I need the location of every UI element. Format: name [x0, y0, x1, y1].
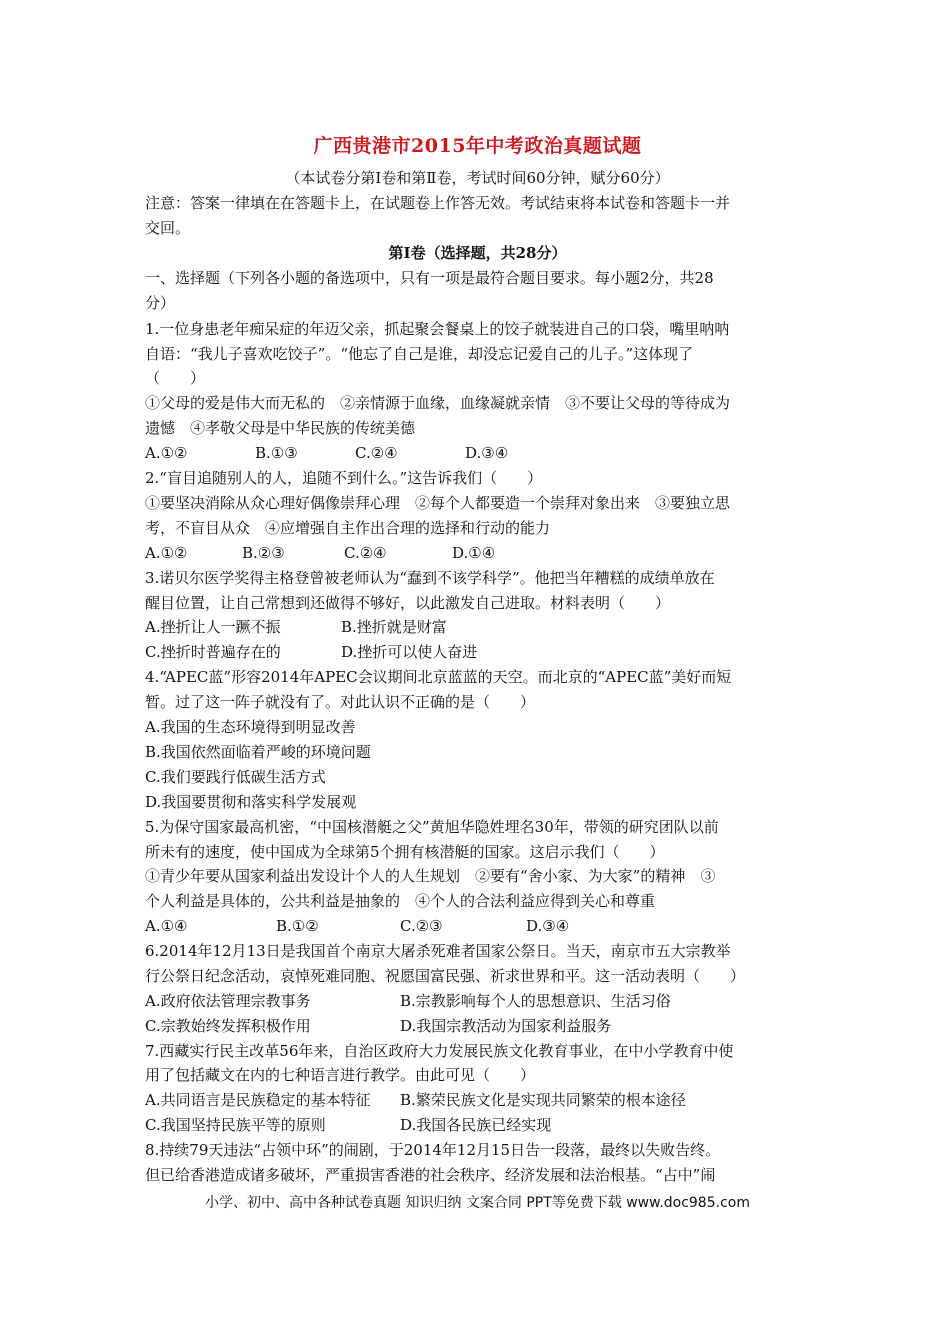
q6-option-d: D.我国宗教活动为国家利益服务: [400, 1017, 612, 1035]
q7-option-a: A.共同语言是民族稳定的基本特征: [145, 1091, 371, 1109]
q1-stem-3: （ ）: [145, 369, 206, 387]
q8-stem-1: 8.持续79天违法“占领中环”的闹剧，于2014年12月15日告一段落，最终以失败告终。: [145, 1141, 721, 1159]
q4-option-a: A.我国的生态环境得到明显改善: [145, 718, 356, 736]
q5-option-c: C.②③: [400, 917, 443, 935]
q2-option-c: C.②④: [344, 544, 387, 562]
q7-option-d: D.我国各民族已经实现: [400, 1116, 552, 1134]
q5-stem-2: 所未有的速度，使中国成为全球第5个拥有核潜艇的国家。这启示我们（ ）: [145, 843, 665, 861]
q3-stem-2: 醒目位置，让自己常想到还做得不够好，以此激发自己进取。材料表明（ ）: [145, 594, 671, 612]
page-title: 广西贵港市2015年中考政治真题试题: [313, 135, 642, 157]
q1-stem-1: 1.一位身患老年痴呆症的年迈父亲，抓起聚会餐桌上的饺子就装进自己的口袋，嘴里呐呐: [145, 320, 730, 338]
q7-stem-1: 7.西藏实行民主改革56年来，自治区政府大力发展民族文化教育事业，在中小学教育中使: [145, 1042, 734, 1060]
q2-items-1: ①要坚决消除从众心理好偶像崇拜心理 ②每个人都要造一个崇拜对象出来 ③要独立思: [145, 494, 731, 512]
q6-options-row-1: [145, 989, 810, 1013]
q2-stem: 2.“盲目追随别人的人，追随不到什么。”这告诉我们（ ）: [145, 469, 543, 487]
q6-options-row-2: [145, 1014, 810, 1038]
q5-option-d: D.③④: [526, 917, 570, 935]
section-title: 第Ⅰ卷（选择题，共28分）: [388, 244, 567, 262]
q7-stem-2: 用了包括藏文在内的七种语言进行教学。由此可见（ ）: [145, 1066, 536, 1084]
q3-options-row-1: [145, 615, 810, 639]
q6-option-c: C.宗教始终发挥积极作用: [145, 1017, 311, 1035]
footer-ad: 小学、初中、高中各种试卷真题 知识归纳 文案合同 PPT等免费下载 www.doc985.com: [205, 1195, 750, 1211]
q6-stem-2: 行公祭日纪念活动，哀悼死难同胞、祝愿国富民强、祈求世界和平。这一活动表明（ ）: [145, 967, 746, 985]
q4-option-b: B.我国依然面临着严峻的环境问题: [145, 743, 371, 761]
q6-option-a: A.政府依法管理宗教事务: [145, 992, 311, 1010]
q4-option-d: D.我国要贯彻和落实科学发展观: [145, 793, 357, 811]
q4-stem-2: 暂。过了这一阵子就没有了。对此认识不正确的是（ ）: [145, 693, 536, 711]
instruction-line-2: 分）: [145, 294, 176, 312]
q1-options: [145, 441, 810, 465]
q8-stem-2: 但已给香港造成诸多破坏，严重损害香港的社会秩序、经济发展和法治根基。“占中”闹: [145, 1166, 716, 1184]
q1-option-c: C.②④: [355, 444, 398, 462]
q3-option-d: D.挫折可以使人奋进: [341, 643, 478, 661]
q1-stem-2: 自语：“我儿子喜欢吃饺子”。“他忘了自己是谁，却没忘记爱自己的儿子。”这体现了: [145, 345, 694, 363]
q2-options: [145, 541, 810, 565]
q5-items-2: 个人利益是具体的，公共利益是抽象的 ④个人的合法利益应得到关心和尊重: [145, 892, 656, 910]
notice-line-2: 交回。: [145, 219, 191, 237]
q5-stem-1: 5.为保守国家最高机密，“中国核潜艇之父”黄旭华隐姓埋名30年，带领的研究团队以前: [145, 818, 719, 836]
q5-option-b: B.①②: [276, 917, 319, 935]
q5-options: [145, 914, 810, 938]
q7-option-c: C.我国坚持民族平等的原则: [145, 1116, 326, 1134]
instruction-line-1: 一、选择题（下列各小题的备选项中，只有一项是最符合题目要求。每小题2分，共28: [145, 269, 714, 287]
subtitle: （本试卷分第Ⅰ卷和第Ⅱ卷，考试时间60分钟，赋分60分）: [285, 169, 670, 187]
q1-option-d: D.③④: [465, 444, 509, 462]
q3-stem-1: 3.诺贝尔医学奖得主格登曾被老师认为“蠢到不该学科学”。他把当年糟糕的成绩单放在: [145, 569, 715, 587]
q7-option-b: B.繁荣民族文化是实现共同繁荣的根本途径: [400, 1091, 686, 1109]
q1-items-1: ①父母的爱是伟大而无私的 ②亲情源于血缘，血缘凝就亲情 ③不要让父母的等待成为: [145, 394, 731, 412]
notice-line-1: 注意：答案一律填在在答题卡上，在试题卷上作答无效。考试结束将本试卷和答题卡一并: [145, 194, 731, 212]
q1-option-b: B.①③: [255, 444, 298, 462]
q5-items-1: ①青少年要从国家利益出发设计个人的人生规划 ②要有“舍小家、为大家”的精神 ③: [145, 867, 716, 885]
q3-option-b: B.挫折就是财富: [341, 618, 447, 636]
q3-options-row-2: [145, 640, 810, 664]
q2-option-b: B.②③: [242, 544, 285, 562]
q7-options-row-2: [145, 1113, 810, 1137]
q2-option-d: D.①④: [452, 544, 496, 562]
q6-stem-1: 6.2014年12月13日是我国首个南京大屠杀死难者国家公祭日。当天，南京市五大宗教举: [145, 942, 731, 960]
q4-stem-1: 4.“APEC蓝”形容2014年APEC会议期间北京蓝蓝的天空。而北京的“APEC蓝”美好而短: [145, 668, 732, 686]
q3-option-a: A.挫折让人一蹶不振: [145, 618, 281, 636]
q4-option-c: C.我们要践行低碳生活方式: [145, 768, 326, 786]
q6-option-b: B.宗教影响每个人的思想意识、生活习俗: [400, 992, 671, 1010]
q1-option-a: A.①②: [145, 444, 188, 462]
q2-items-2: 考，不盲目从众 ④应增强自主作出合理的选择和行动的能力: [145, 519, 551, 537]
q3-option-c: C.挫折时普遍存在的: [145, 643, 281, 661]
q2-option-a: A.①②: [145, 544, 188, 562]
q5-option-a: A.①④: [145, 917, 188, 935]
q1-items-2: 遗憾 ④孝敬父母是中华民族的传统美德: [145, 419, 416, 437]
q7-options-row-1: [145, 1088, 810, 1112]
